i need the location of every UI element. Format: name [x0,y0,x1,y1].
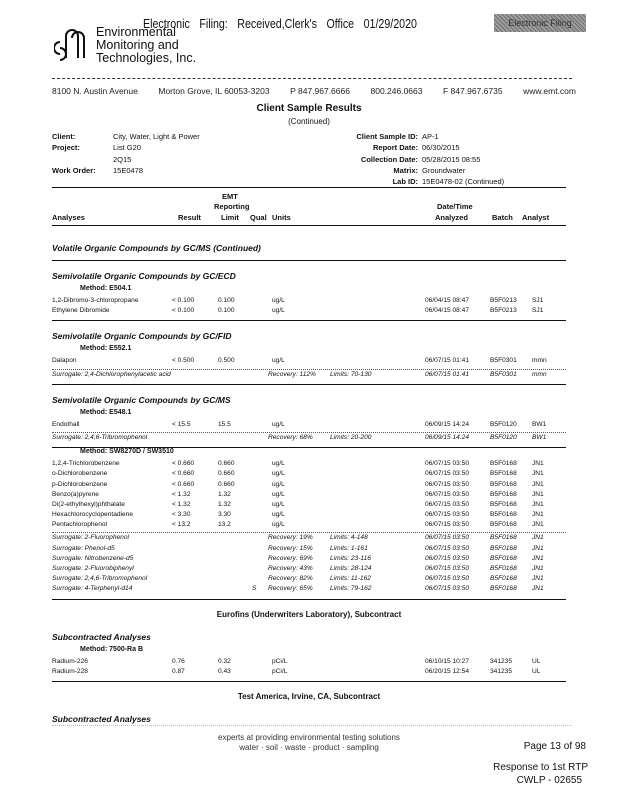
cell-limit: 0.660 [218,460,235,468]
cell-analyte: Endothall [52,420,80,428]
section-heading: Volatile Organic Compounds by GC/MS (Continued) [52,243,261,253]
company-name [96,26,196,65]
cell-analyte: o-Dichlorobenzene [52,470,108,478]
cell-batch: B5F0120 [490,420,517,428]
cell-batch: B5F0120 [490,433,517,441]
cell-batch: B5F0168 [490,521,517,529]
cell-batch: B5F0168 [490,490,517,498]
cell-units: ug/L [272,500,285,508]
method-label: Method: SW8270D / SW3510 [80,448,174,456]
dotted-divider [52,369,566,370]
cell-analyte: Surrogate: 2-Fluorophenol [52,534,129,542]
divider [52,78,572,79]
cell-batch: B5F0301 [490,357,517,365]
cell-analyte: p-Dichlorobenzene [52,480,108,488]
cell-result: < 1.32 [172,490,191,498]
cell-analyzed: 06/07/15 03:50 [425,554,469,562]
cell-analyst: BW1 [532,433,547,441]
page-number: Page 13 of 98 [523,741,586,752]
value: City, Water, Light & Power [113,132,200,141]
street: 8100 N. Austin Avenue [52,86,138,96]
cell-units: ug/L [272,490,285,498]
cell-analyzed: 06/07/15 03:50 [425,490,469,498]
cell-recovery: Recovery: 65% [268,585,313,593]
cell-analyzed: 06/07/15 03:50 [425,534,469,542]
cell-analyst: mmn [532,357,547,365]
col-header-emt: EMT [222,192,238,201]
cell-batch: B5F0213 [490,307,517,315]
value: 15E0478-02 (Continued) [422,177,505,187]
value: 05/28/2015 08:55 [422,154,481,164]
cell-result: < 0.660 [172,460,195,468]
filing-stamp-text: Electronic Filing: Received,Clerk's Office 01/29/2020 [143,16,417,31]
cell-analyst: JN1 [532,511,544,519]
cell-result: 0.87 [172,667,185,675]
section-heading: Semivolatile Organic Compounds by GC/ECD [52,271,236,281]
cell-batch: B5F0168 [490,544,517,552]
cell-analyst: SJ1 [532,307,544,315]
cell-analyte: Hexachlorocyclopentadiene [52,511,134,519]
cell-result: < 1.32 [172,500,191,508]
cell-limit: 1.32 [218,500,231,508]
company-line: Environmental [96,25,176,39]
cell-analyst: UL [532,657,541,665]
cell-analyzed: 06/07/15 03:50 [425,565,469,572]
cell-analyte: Ethylene Dibromide [52,307,110,315]
cell-analyzed: 06/09/15 14:24 [425,420,469,428]
fax: F 847.967.6735 [443,86,503,96]
cell-batch: 341235 [490,657,513,665]
cell-units: pCi/L [272,667,288,675]
cell-batch: B5F0168 [490,575,517,583]
surrogate-row [52,565,566,575]
phone: P 847.967.6666 [290,86,350,96]
cell-analyte: Surrogate: 2,4,6-Tribromophenol [52,433,148,441]
cell-recovery: Recovery: 19% [268,534,313,542]
value: 15E0478 [113,165,144,175]
cell-analyte: Benzo(a)pyrene [52,490,99,498]
cell-analyst: JN1 [532,534,544,542]
cell-analyzed: 06/10/15 10:27 [425,657,469,665]
cell-batch: B5F0168 [490,511,517,519]
response-label: Response to 1st RTP [493,762,588,773]
cell-units: pCi/L [272,657,288,665]
address-bar [52,86,576,96]
cell-analyte: 1,2,4-Trichlorobenzene [52,460,120,468]
cell-batch: B5F0168 [490,470,517,478]
label: Lab ID: [392,177,418,187]
table-row [52,491,566,501]
cell-analyst: JN1 [532,544,544,552]
cell-analyst: JN1 [532,490,544,498]
cell-analyzed: 06/07/15 03:50 [425,470,469,478]
col-header-analyses: Analyses [52,213,85,222]
cell-analyzed: 06/07/15 03:50 [425,460,469,468]
cell-batch: B5F0168 [490,480,517,488]
cell-analyst: JN1 [532,521,544,529]
surrogate-row [52,555,566,565]
table-row [52,668,566,678]
surrogate-row [52,545,566,555]
cell-analyst: JN1 [532,575,544,583]
cell-limits: Limits: 23-116 [330,554,371,562]
cell-recovery: Recovery: 82% [268,575,313,583]
cell-limits: Limits: 4-148 [330,534,368,542]
cell-limit: 0.500 [218,357,235,365]
value: Groundwater [422,165,466,175]
table-row [52,460,566,470]
col-header-units: Units [272,213,291,222]
section-heading: Semivolatile Organic Compounds by GC/MS [52,394,231,405]
cell-analyte: Surrogate: Nitrobenzene-d5 [52,554,134,562]
cell-limit: 13.2 [218,521,231,529]
cell-limits: Limits: 11-162 [330,575,371,583]
cell-analyte: Surrogate: 2,4,6-Tribromophenol [52,575,148,583]
footer-divider [52,725,572,726]
table-row [52,511,566,521]
surrogate-row [52,534,566,544]
cell-limit: 3.30 [218,511,231,519]
label: Work Order: [52,165,96,175]
section-divider [52,384,566,385]
cell-analyte: 1,2-Dibromo-3-chloropropane [52,297,139,304]
cell-result: < 0.100 [172,307,195,315]
cell-limit: 0.32 [218,657,231,665]
cell-result: < 0.660 [172,470,195,478]
table-row [52,357,566,367]
cell-limits: Limits: 79-162 [330,585,372,593]
table-row [52,521,566,531]
cell-batch: 341235 [490,667,513,675]
method-label: Method: E548.1 [80,408,132,416]
cell-analyzed: 06/20/15 12:54 [425,667,469,675]
section-divider [52,599,566,600]
cell-units: ug/L [272,357,285,365]
section-divider [52,320,566,321]
table-row [52,421,566,431]
page-subtitle: (Continued) [288,117,330,126]
value: 06/30/2015 [422,143,460,153]
tollfree: 800.246.0663 [370,86,423,96]
method-label: Method: 7500-Ra B [80,645,144,653]
cell-analyzed: 06/04/15 08:47 [425,307,469,315]
cell-limits: Limits: 1-161 [330,544,368,552]
cell-units: ug/L [272,480,285,488]
cell-qual: S [252,585,257,593]
section-heading: Subcontracted Analyses [52,713,151,724]
cell-result: < 3.30 [172,511,191,519]
cell-analyzed: 06/07/15 03:50 [425,585,469,593]
cell-result: < 0.500 [172,357,195,365]
cell-result: < 0.100 [172,297,195,304]
client-info-values [113,131,200,176]
divider [52,225,566,226]
cell-units: ug/L [272,460,285,468]
cell-limit: 15.5 [218,420,231,428]
cell-limit: 0.660 [218,480,235,488]
cell-analyte: Surrogate: 4-Terphenyl-d14 [52,585,133,593]
cell-analyst: mmn [532,370,547,378]
subcontract-heading: Test America, Irvine, CA, Subcontract [237,691,381,701]
table-row [52,501,566,511]
bates-number: CWLP - 02655 [516,775,582,786]
cell-analyst: JN1 [532,585,544,593]
label: Matrix: [393,165,418,175]
cell-analyte: Di(2-ethylhexyl)phthalate [52,500,125,508]
cell-analyst: JN1 [532,565,544,572]
cell-batch: B5F0301 [490,370,517,378]
label: Collection Date: [360,154,418,164]
cell-analyst: JN1 [532,554,544,562]
cell-analyte: Pentachlorophenol [52,521,107,529]
surrogate-row [52,371,566,381]
col-header-analyzed: Analyzed [435,213,468,222]
subcontract-heading: Eurofins (Underwriters Laboratory), Subcontract [216,609,402,619]
website: www.emt.com [523,86,576,96]
cell-analyzed: 06/07/15 03:50 [425,480,469,488]
surrogate-row [52,575,566,585]
label: Client: [52,132,76,141]
section-divider [52,681,566,682]
cell-analyzed: 06/07/15 01:41 [425,370,469,378]
cell-analyst: BW1 [532,420,547,428]
cell-analyte: Surrogate: Phenol-d5 [52,544,115,552]
dotted-divider [52,532,566,533]
label: Project: [52,143,80,153]
col-header-qual: Qual [250,213,267,222]
cell-analyst: JN1 [532,460,544,468]
cell-units: ug/L [272,307,285,315]
section-heading: Semivolatile Organic Compounds by GC/FID [52,331,232,342]
cell-analyzed: 06/07/15 03:50 [425,544,469,552]
cell-recovery: Recovery: 43% [268,565,313,572]
table-row [52,307,566,317]
col-header-batch: Batch [492,213,513,222]
table-row [52,481,566,491]
client-info-labels [52,131,96,176]
cell-limit: 0.100 [218,297,235,304]
cell-analyzed: 06/04/15 08:47 [425,297,469,304]
col-header-datetime: Date/Time [437,202,473,211]
cell-batch: B5F0168 [490,460,517,468]
value: AP-1 [422,132,439,141]
footer-services: water · soil · waste · product · sampling [239,743,379,752]
value: 2Q15 [113,154,132,164]
cell-limit: 0.100 [218,307,235,315]
cell-limit: 1.32 [218,490,231,498]
cell-units: ug/L [272,297,285,304]
cell-limit: 0.660 [218,470,235,478]
cell-analyst: UL [532,667,541,675]
surrogate-row [52,585,566,595]
cell-result: < 13.2 [172,521,191,529]
cell-recovery: Recovery: 15% [268,544,313,552]
section-divider [52,260,566,261]
cell-analyst: JN1 [532,470,544,478]
table-row [52,658,566,668]
cell-result: 0.76 [172,657,185,665]
cell-analyst: SJ1 [532,297,544,304]
cell-units: ug/L [272,521,285,529]
company-line: Monitoring and [96,38,179,52]
label: Report Date: [372,143,418,153]
cell-analyzed: 06/07/15 01:41 [425,357,469,365]
sample-info-labels [356,131,418,187]
col-header-analyst: Analyst [522,213,550,222]
value: List G20 [113,143,141,153]
divider [52,187,566,188]
cell-recovery: Recovery: 69% [268,554,313,562]
electronic-filing-stamp: Electronic Filing [494,14,586,32]
cell-analyzed: 06/09/15 14:24 [425,433,469,441]
city: Morton Grove, IL 60053-3203 [158,86,270,96]
emt-logo-icon [54,28,92,64]
cell-recovery: Recovery: 68% [268,433,313,441]
col-header-result: Result [178,213,201,222]
cell-batch: B5F0168 [490,565,517,572]
cell-analyzed: 06/07/15 03:50 [425,521,469,529]
surrogate-row [52,434,566,444]
cell-batch: B5F0168 [490,500,517,508]
cell-analyte: Dalapon [52,357,77,365]
cell-batch: B5F0168 [490,534,517,542]
section-heading: Subcontracted Analyses [52,631,151,642]
cell-units: ug/L [272,470,285,478]
cell-analyst: JN1 [532,480,544,488]
dotted-divider [52,432,566,433]
col-header-reporting: Reporting [214,202,250,211]
cell-result: < 0.660 [172,480,195,488]
cell-units: ug/L [272,420,285,428]
footer-tagline: experts at providing environmental testing solutions [218,733,400,742]
cell-analyzed: 06/07/15 03:50 [425,511,469,519]
cell-limits: Limits: 28-124 [330,565,372,572]
method-label: Method: E504.1 [80,285,132,292]
company-line: Technologies, Inc. [96,51,197,65]
cell-analyzed: 06/07/15 03:50 [425,575,469,583]
cell-analyst: JN1 [532,500,544,508]
sample-info-values [422,131,504,187]
cell-analyzed: 06/07/15 03:50 [425,500,469,508]
table-row [52,297,566,307]
cell-analyte: Surrogate: 2,4-Dichlorophenylacetic acid [52,370,171,378]
cell-result: < 15.5 [172,420,191,428]
cell-batch: B5F0168 [490,585,517,593]
cell-batch: B5F0213 [490,297,517,304]
cell-recovery: Recovery: 112% [268,370,316,378]
table-row [52,470,566,480]
cell-batch: B5F0168 [490,554,517,562]
label: Client Sample ID: [356,132,418,141]
cell-limit: 0.43 [218,667,231,675]
label [52,154,96,165]
cell-limits: Limits: 20-200 [330,433,372,441]
method-label: Method: E552.1 [80,345,132,353]
page-title: Client Sample Results [256,103,362,114]
cell-analyte: Radium-228 [52,667,88,675]
cell-limits: Limits: 70-130 [330,370,372,378]
cell-units: ug/L [272,511,285,519]
cell-analyte: Surrogate: 2-Fluorobiphenyl [52,565,134,572]
col-header-limit: Limit [221,213,239,222]
cell-analyte: Radium-226 [52,657,88,665]
results-body [52,233,566,728]
